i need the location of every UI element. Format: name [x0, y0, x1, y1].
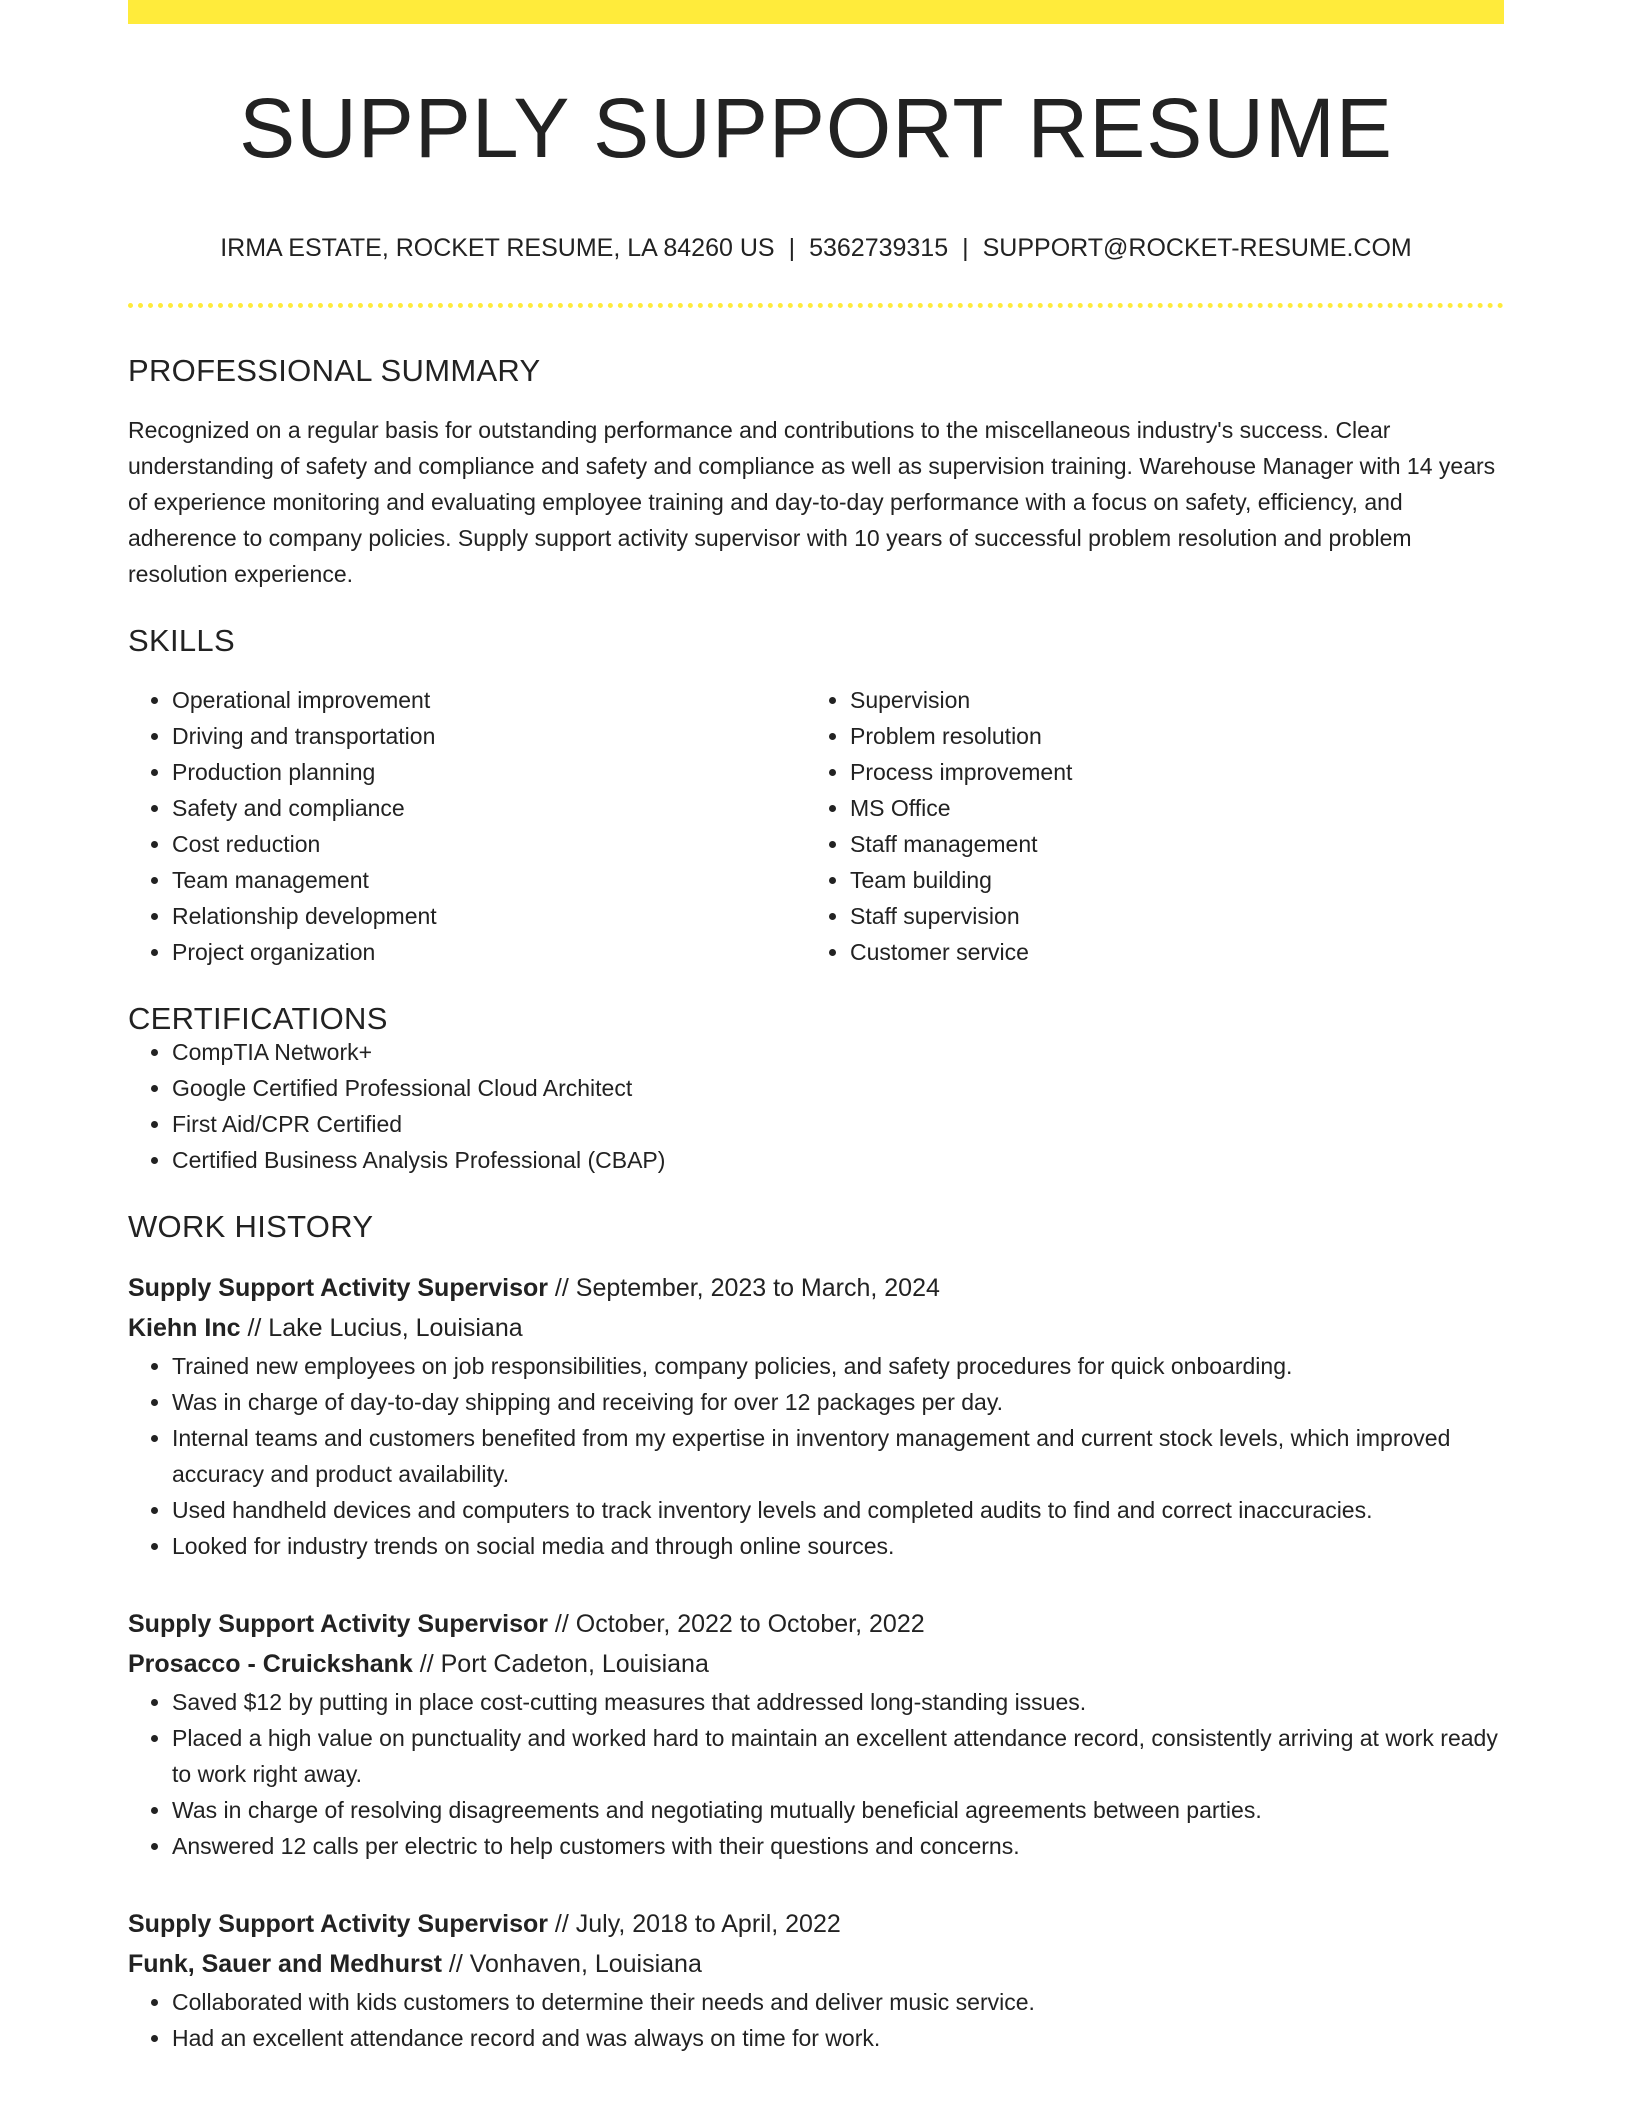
certifications-list — [128, 1034, 1504, 1178]
job-title-line — [128, 1904, 1504, 1944]
summary-heading: PROFESSIONAL SUMMARY — [128, 353, 541, 388]
job-location: // Vonhaven, Louisiana — [441, 1950, 702, 1978]
job-bullet: • Trained new employees on job responsibilities, company policies, and safety procedures for quick onboarding. — [172, 1348, 1504, 1384]
skill-item: • Operational improvement — [172, 682, 806, 718]
certification-item: • Certified Business Analysis Professional (CBAP) — [172, 1142, 1504, 1178]
contact-separator: | — [788, 234, 796, 262]
skills-list-left — [128, 682, 806, 970]
job-company: Prosacco - Cruickshank — [128, 1650, 413, 1678]
contact-address: IRMA ESTATE, ROCKET RESUME, LA 84260 US — [220, 234, 775, 262]
certification-item: • CompTIA Network+ — [172, 1034, 1504, 1070]
job-title: Supply Support Activity Supervisor — [128, 1610, 548, 1638]
skill-item: • Problem resolution — [850, 718, 1484, 754]
job-company: Kiehn Inc — [128, 1314, 241, 1342]
job-entry — [128, 1904, 1504, 2056]
skill-item: • Project organization — [172, 934, 806, 970]
job-bullet: • Had an excellent attendance record and was always on time for work. — [172, 2020, 1504, 2056]
skill-item: • Safety and compliance — [172, 790, 806, 826]
job-title-line — [128, 1604, 1504, 1644]
certifications-heading: CERTIFICATIONS — [128, 1001, 388, 1036]
skill-item: • Driving and transportation — [172, 718, 806, 754]
skills-heading: SKILLS — [128, 623, 235, 658]
job-bullet-list — [128, 1984, 1504, 2056]
skill-item: • Production planning — [172, 754, 806, 790]
job-dates: // September, 2023 to March, 2024 — [547, 1274, 940, 1302]
job-bullet: • Used handheld devices and computers to track inventory levels and completed audits to find and correct inaccuracies. — [172, 1492, 1504, 1528]
job-title: Supply Support Activity Supervisor — [128, 1274, 548, 1302]
job-dates: // July, 2018 to April, 2022 — [547, 1910, 841, 1938]
job-bullet: • Looked for industry trends on social media and through online sources. — [172, 1528, 1504, 1564]
skill-item: • Customer service — [850, 934, 1484, 970]
job-location: // Lake Lucius, Louisiana — [240, 1314, 523, 1342]
job-location: // Port Cadeton, Louisiana — [412, 1650, 709, 1678]
job-bullet: • Internal teams and customers benefited from my expertise in inventory management and current stock levels, which improved accuracy and product availability. — [172, 1420, 1504, 1492]
contact-phone: 5362739315 — [809, 234, 949, 262]
skill-item: • Staff management — [850, 826, 1484, 862]
skills-column-right — [806, 682, 1484, 970]
summary-text: Recognized on a regular basis for outstanding performance and contributions to the miscellaneous industry's success. Clear understanding of safety and compliance and safety and compliance as well as supervision training. Warehouse Manager with 14 years of experience monitoring and evaluating employee training and day-to-day performance with a focus on safety, efficiency, and adherence to company policies. Supply support activity supervisor with 10 years of successful problem resolution and problem resolution experience. — [128, 417, 1496, 587]
job-company: Funk, Sauer and Medhurst — [128, 1950, 442, 1978]
job-title: Supply Support Activity Supervisor — [128, 1910, 548, 1938]
skill-item: • MS Office — [850, 790, 1484, 826]
contact-email: SUPPORT@ROCKET-RESUME.COM — [982, 234, 1412, 262]
job-bullet: • Placed a high value on punctuality and worked hard to maintain an excellent attendance record, consistently arriving at work ready to work right away. — [172, 1720, 1504, 1792]
contact-separator: | — [962, 234, 969, 262]
skills-list-right — [806, 682, 1484, 970]
job-bullet: • Saved $12 by putting in place cost-cutting measures that addressed long-standing issues. — [172, 1684, 1504, 1720]
dotted-divider — [128, 303, 1504, 308]
certification-item: • Google Certified Professional Cloud Architect — [172, 1070, 1504, 1106]
job-title-line — [128, 1268, 1504, 1308]
skill-item: • Cost reduction — [172, 826, 806, 862]
skill-item: • Team building — [850, 862, 1484, 898]
job-dates: // October, 2022 to October, 2022 — [547, 1610, 925, 1638]
skill-item: • Supervision — [850, 682, 1484, 718]
job-company-line — [128, 1944, 1504, 1984]
job-entry — [128, 1604, 1504, 1864]
resume-page — [128, 0, 1504, 2056]
job-bullet: • Was in charge of resolving disagreements and negotiating mutually beneficial agreements between parties. — [172, 1792, 1504, 1828]
contact-line — [128, 236, 1504, 261]
skill-item: • Relationship development — [172, 898, 806, 934]
accent-top-bar — [128, 0, 1504, 24]
job-bullet: • Was in charge of day-to-day shipping and receiving for over 12 packages per day. — [172, 1384, 1504, 1420]
work-history-heading: WORK HISTORY — [128, 1209, 374, 1244]
skill-item: • Process improvement — [850, 754, 1484, 790]
skills-grid — [128, 682, 1504, 970]
job-bullet-list — [128, 1684, 1504, 1864]
skill-item: • Team management — [172, 862, 806, 898]
skill-item: • Staff supervision — [850, 898, 1484, 934]
job-company-line — [128, 1308, 1504, 1348]
skills-column-left — [128, 682, 806, 970]
job-bullet: • Answered 12 calls per electric to help customers with their questions and concerns. — [172, 1828, 1504, 1864]
job-bullet: • Collaborated with kids customers to determine their needs and deliver music service. — [172, 1984, 1504, 2020]
certification-item: • First Aid/CPR Certified — [172, 1106, 1504, 1142]
job-bullet-list — [128, 1348, 1504, 1564]
job-company-line — [128, 1644, 1504, 1684]
job-entry — [128, 1268, 1504, 1564]
page-title: SUPPLY SUPPORT RESUME — [239, 81, 1393, 175]
